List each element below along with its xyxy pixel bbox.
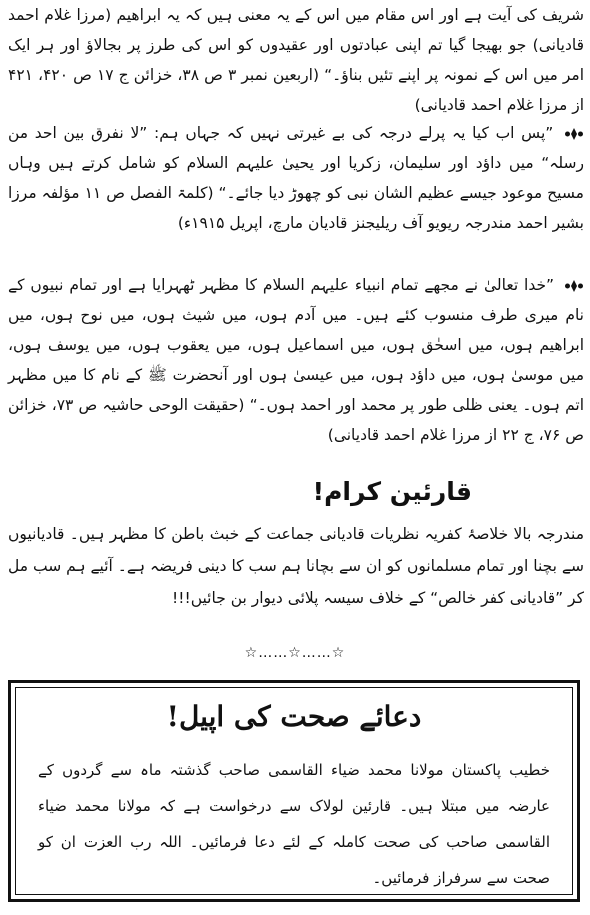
paragraph-intro-text: شریف کی آیت ہے اور اس مقام میں اس کے یہ معنی ہیں کہ یہ ابراھیم (مرزا غلام احمد قادیانی) جو بھیجا گیا تم اپنی عبادتوں اور عقیدوں کو اس کی طرز پر بجالاؤ اور ہر ایک امر میں اس کے نمونہ پر اپنے تئیں بناؤ۔“ (اربعین نمبر ۳ ص ۳۸، خزائن ج ۱۷ ص ۴۲۰، ۴۲۱ از مرزا غلام احمد قادیانی) — [8, 6, 585, 114]
star-divider: ☆……☆……☆ — [244, 645, 346, 661]
section-heading: قارئین کرام! — [312, 477, 472, 506]
paragraph-conclusion — [8, 518, 584, 614]
paragraph-intro — [8, 0, 584, 120]
paragraph-conclusion-text: مندرجہ بالا خلاصۂ کفریہ نظریات قادیانی جماعت کے خبث باطن کا مظہر ہیں۔ قادیانیوں سے بچنا اور تمام مسلمانوں کو ان سے بچانا ہم سب کا دینی فریضہ ہے۔ آئیے ہم سب مل کر ”قادیانی کفر خالص“ کے خلاف سیسہ پلائی دیوار بن جائیں!!! — [8, 525, 584, 607]
appeal-box-inner-border — [15, 687, 573, 895]
paragraph-quote-haqiqat-text: ”خدا تعالیٰ نے مجھے تمام انبیاء علیہم السلام کا مظہر ٹھہرایا ہے اور تمام نبیوں کے نام میری طرف منسوب کئے ہیں۔ میں آدم ہوں، میں شیث ہوں، میں نوح ہوں، میں ابراھیم ہوں، میں اسحٰق ہوں، میں اسماعیل ہوں، میں یعقوب ہوں، میں یوسف ہوں، میں موسیٰ ہوں، میں داؤد ہوں، میں عیسیٰ ہوں اور آنحضرت ﷺ کے نام کا میں مظہر اتم ہوں۔ یعنی ظلی طور پر محمد اور احمد ہوں۔“ (حقیقت الوحی حاشیہ ص ۷۳، خزائن ص ۷۶، ج ۲۲ از مرزا غلام احمد قادیانی) — [8, 276, 584, 444]
paragraph-quote-haqiqat — [8, 270, 584, 450]
paragraph-quote-kalimat — [8, 118, 584, 238]
appeal-box — [8, 680, 580, 902]
paragraph-quote-kalimat-text: ”پس اب کیا یہ پرلے درجہ کی بے غیرتی نہیں کہ جہاں ہم: ”لا نفرق بین احد من رسلہ“ میں داؤد اور سلیمان، زکریا اور یحییٰ علیہم السلام کو شامل کرتے ہیں وہاں مسیح موعود جیسے عظیم الشان نبی کو چھوڑ دیا جائے۔“ (کلمۃ الفصل ص ۱۱ مؤلفہ مرزا بشیر احمد مندرجہ ریویو آف ریلیجنز قادیان مارچ، اپریل ۱۹۱۵ء) — [8, 124, 584, 232]
appeal-box-body: خطیب پاکستان مولانا محمد ضیاء القاسمی صاحب گذشتہ ماہ سے گردوں کے عارضہ میں مبتلا ہیں۔ قارئین لولاک سے درخواست ہے کہ مولانا محمد ضیاء القاسمی صاحب کی صحت کاملہ کے لئے دعا فرمائیں۔ اللہ رب العزت ان کو صحت سے سرفراز فرمائیں۔ — [38, 761, 550, 887]
ornament-icon — [564, 127, 584, 141]
ornament-icon — [564, 279, 584, 293]
appeal-box-title: دعائے صحت کی اپیل! — [166, 700, 422, 733]
